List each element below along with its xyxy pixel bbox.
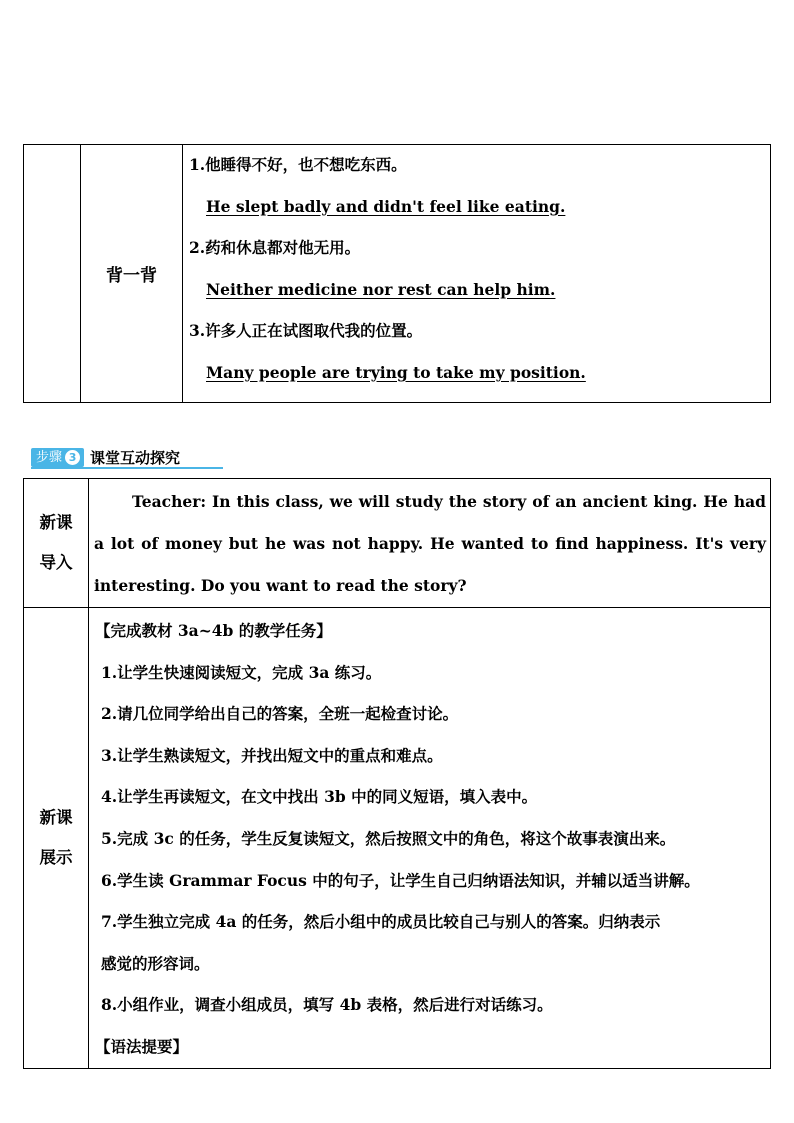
recite-label: 背一背 [81, 145, 183, 403]
presentation-heading: 【完成教材 3a~4b 的教学任务】 [95, 621, 332, 640]
presentation-item: 4.让学生再读短文，在文中找出 3b 中的同义短语，填入表中。 [101, 787, 538, 807]
intro-content [89, 479, 771, 608]
step-title: 课堂互动探究 [90, 448, 181, 467]
step-header [31, 446, 180, 468]
presentation-item: 3.让学生熟读短文，并找出短文中的重点和难点。 [101, 745, 443, 765]
presentation-item: 6.学生读 Grammar Focus 中的句子，让学生自己归纳语法知识，并辅以适当讲解。 [101, 870, 700, 890]
presentation-row [24, 608, 771, 1069]
presentation-item: 5.完成 3c 的任务，学生反复读短文，然后按照文中的角色，将这个故事表演出来。 [101, 828, 676, 848]
step-underline [31, 467, 223, 469]
step-badge-label: 步骤 [36, 449, 63, 465]
presentation-item: 感觉的形容词。 [101, 953, 210, 973]
recite-en-3: Many people are trying to take my position. [206, 362, 586, 382]
presentation-item: 8.小组作业，调查小组成员，填写 4b 表格，然后进行对话练习。 [101, 995, 553, 1015]
intro-text: Teacher: In this class, we will study the story of an ancient king. He had a lot of money but he was not happy. He wanted to find happiness. It's very interesting. Do you want to read the story? [94, 492, 766, 595]
intro-label: 新课 导入 [24, 479, 89, 608]
presentation-item: 7.学生独立完成 4a 的任务，然后小组中的成员比较自己与别人的答案。归纳表示 [101, 912, 661, 932]
recite-content [183, 145, 771, 403]
presentation-item: 2.请几位同学给出自己的答案，全班一起检查讨论。 [101, 704, 459, 724]
presentation-label: 新课 展示 [24, 608, 89, 1069]
presentation-content [89, 608, 771, 1069]
recite-en-1: He slept badly and didn't feel like eating. [206, 196, 566, 216]
step-number: 3 [65, 450, 80, 465]
recite-zh-3: 3.许多人正在试图取代我的位置。 [189, 321, 423, 340]
presentation-item: 1.让学生快速阅读短文，完成 3a 练习。 [101, 662, 382, 682]
lesson-table [23, 478, 771, 1069]
grammar-heading: 【语法提要】 [95, 1036, 189, 1056]
intro-row [24, 479, 771, 608]
recite-zh-2: 2.药和休息都对他无用。 [189, 238, 361, 257]
recite-zh-1: 1.他睡得不好，也不想吃东西。 [189, 155, 407, 174]
empty-cell [24, 145, 81, 403]
recite-table [23, 144, 771, 403]
recite-en-2: Neither medicine nor rest can help him. [206, 279, 556, 299]
step-badge [31, 448, 84, 467]
